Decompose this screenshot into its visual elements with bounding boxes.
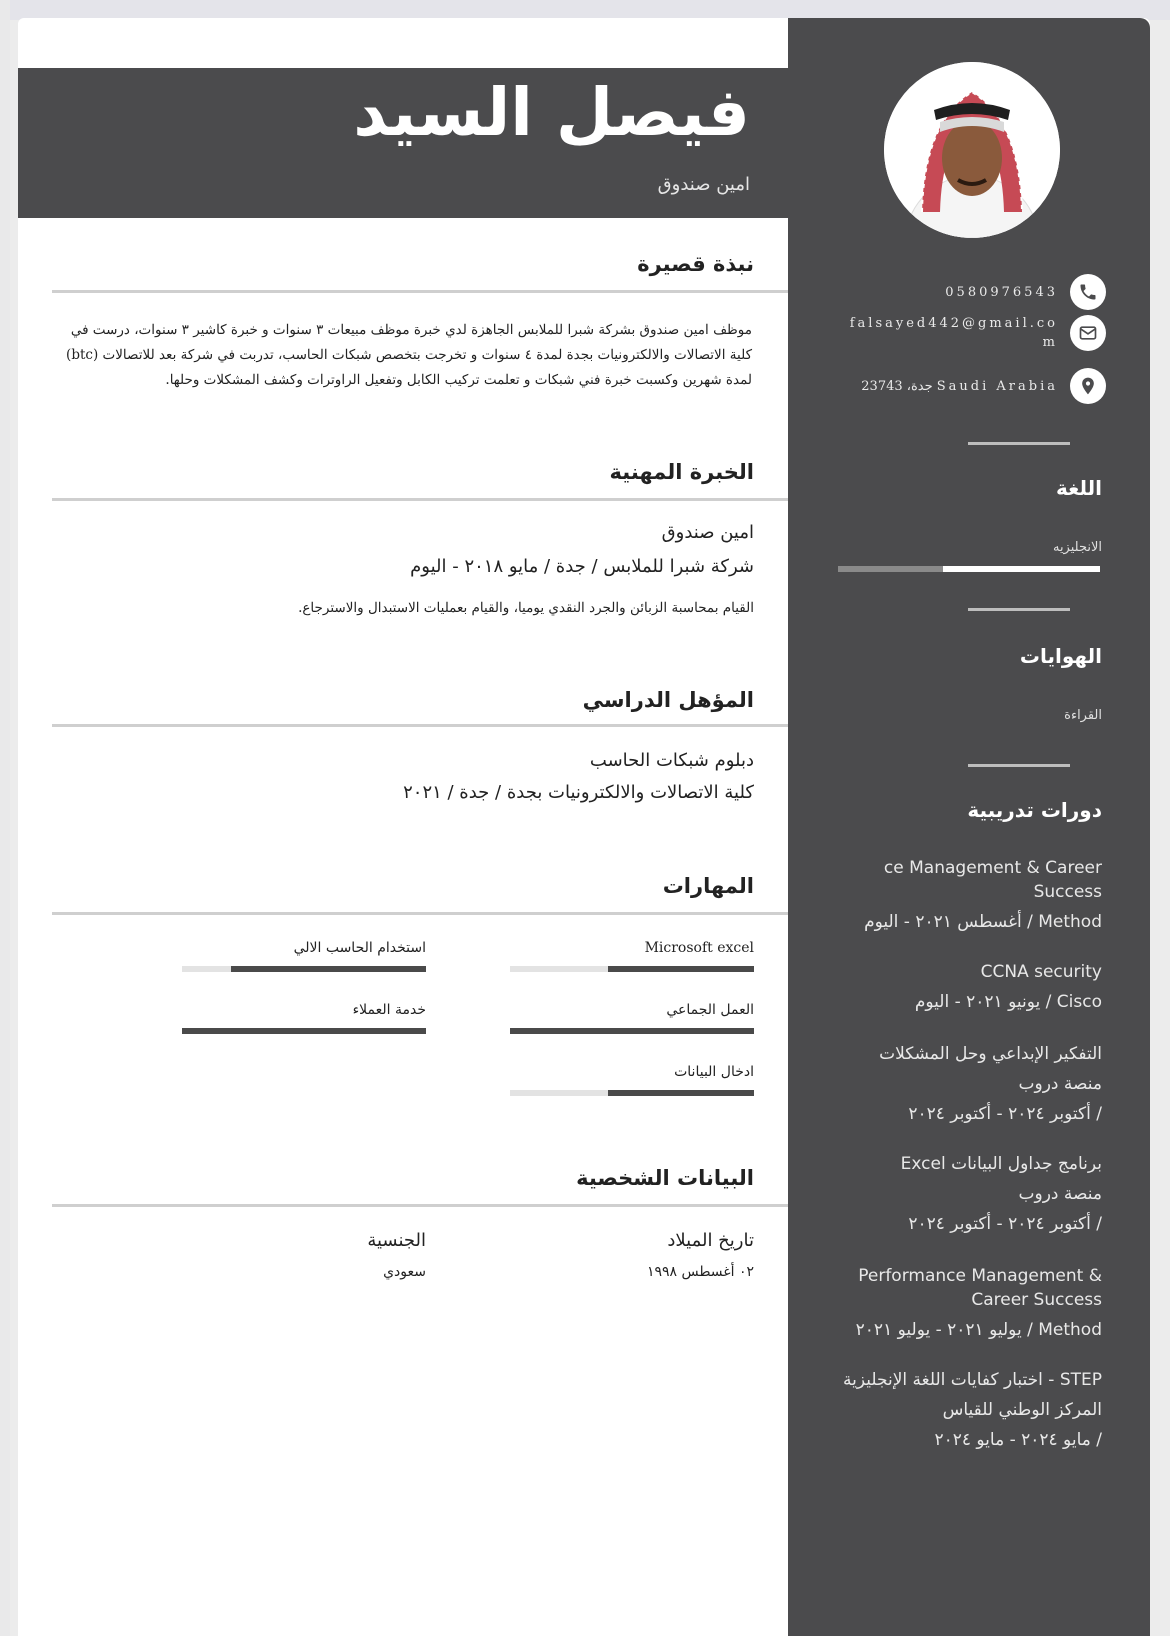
avatar-portrait-icon xyxy=(884,62,1060,238)
skill-bar-fill xyxy=(182,1028,426,1034)
personal-title: البيانات الشخصية xyxy=(576,1166,754,1190)
skill-bar xyxy=(182,1028,426,1034)
skill-bar-fill xyxy=(608,1090,754,1096)
course-item xyxy=(832,856,1102,940)
course-detail: المركز الوطني للقياس xyxy=(942,1400,1102,1420)
section-rule xyxy=(52,498,788,501)
course-name: Performance Management & Career Success xyxy=(858,1266,1102,1310)
course-detail: Method / يوليو ٢٠٢١ - يوليو ٢٠٢١ xyxy=(855,1320,1102,1340)
course-detail: منصة دروب xyxy=(1018,1074,1102,1094)
avatar xyxy=(884,62,1060,238)
experience-description: القيام بمحاسبة الزبائن والجرد النقدي يوميا، والقيام بعمليات الاستبدال والاسترجاع. xyxy=(298,600,754,616)
course-detail: Method / أغسطس ٢٠٢١ - اليوم xyxy=(864,912,1102,932)
course-name: CCNA security xyxy=(980,962,1102,982)
hobbies-title: الهوايات xyxy=(1019,644,1102,668)
skill-label: ادخال البيانات xyxy=(674,1064,754,1080)
contact-email[interactable] xyxy=(848,314,1106,352)
top-strip xyxy=(0,0,1170,20)
course-name: STEP - اختبار كفايات اللغة الإنجليزية xyxy=(843,1370,1102,1390)
location-pin-icon xyxy=(1070,368,1106,404)
sidebar-divider xyxy=(968,442,1070,445)
birth-label: تاريخ الميلاد xyxy=(667,1230,754,1251)
section-rule xyxy=(52,290,788,293)
email-icon xyxy=(1070,315,1106,351)
nationality-value: سعودي xyxy=(383,1264,426,1280)
person-name: فيصل السيد xyxy=(353,74,750,151)
section-rule xyxy=(52,724,788,727)
hobby-item: القراءة xyxy=(1064,708,1102,723)
education-title: المؤهل الدراسي xyxy=(582,688,754,712)
course-item xyxy=(832,1264,1102,1348)
left-edge xyxy=(0,0,10,1636)
sidebar-divider xyxy=(968,764,1070,767)
sidebar xyxy=(788,18,1150,1636)
course-name: ce Management & Career Success xyxy=(883,858,1102,902)
skill-bar xyxy=(510,1090,754,1096)
phone-number: 0580976543 xyxy=(945,284,1058,300)
skill-bar xyxy=(510,966,754,972)
language-level-fill xyxy=(943,566,1100,572)
education-school: كلية الاتصالات والالكترونيات بجدة / جدة / ٢٠٢١ xyxy=(403,782,754,803)
sidebar-divider xyxy=(968,608,1070,611)
experience-company: شركة شبرا للملابس / جدة / مايو ٢٠١٨ - اليوم xyxy=(410,556,754,577)
skill-bar-fill xyxy=(608,966,754,972)
email-address: falsayed442@gmail.com xyxy=(849,316,1058,350)
job-title: امين صندوق xyxy=(657,174,750,195)
course-item xyxy=(832,1042,1102,1132)
skill-label: Microsoft excel xyxy=(644,940,754,956)
course-name: التفكير الإبداعي وحل المشكلات xyxy=(879,1044,1102,1064)
phone-icon xyxy=(1070,274,1106,310)
birth-value: ٠٢ أغسطس ١٩٩٨ xyxy=(646,1264,754,1280)
skill-bar xyxy=(182,966,426,972)
skills-title: المهارات xyxy=(662,874,754,898)
section-rule xyxy=(52,1204,788,1207)
section-rule xyxy=(52,912,788,915)
skill-bar-fill xyxy=(510,1028,754,1034)
course-detail: / أكتوبر ٢٠٢٤ - أكتوبر ٢٠٢٤ xyxy=(908,1214,1102,1234)
education-degree: دبلوم شبكات الحاسب xyxy=(589,750,754,771)
summary-title: نبذة قصيرة xyxy=(637,252,754,276)
address-text: جدة، 23743 Saudi Arabia xyxy=(861,378,1058,394)
name-header xyxy=(18,68,788,218)
course-item xyxy=(832,1152,1102,1242)
experience-title: الخبرة المهنية xyxy=(609,460,754,484)
course-detail: / مايو ٢٠٢٤ - مايو ٢٠٢٤ xyxy=(934,1430,1102,1450)
course-item xyxy=(832,1368,1102,1458)
course-item xyxy=(832,960,1102,1020)
course-detail: منصة دروب xyxy=(1018,1184,1102,1204)
language-title: اللغة xyxy=(1056,476,1102,500)
course-detail: / أكتوبر ٢٠٢٤ - أكتوبر ٢٠٢٤ xyxy=(908,1104,1102,1124)
contact-address xyxy=(848,368,1106,404)
nationality-label: الجنسية xyxy=(367,1230,426,1251)
skill-label: استخدام الحاسب الالي xyxy=(293,940,426,956)
course-detail: Cisco / يونيو ٢٠٢١ - اليوم xyxy=(914,992,1102,1012)
course-name: برنامج جداول البيانات Excel xyxy=(900,1154,1102,1174)
language-item: الانجليزيه xyxy=(1052,540,1102,555)
summary-text: موظف امين صندوق بشركة شبرا للملابس الجاهزة لدي خبرة موظف مبيعات ٣ سنوات و خبرة كاشير ٣ سنوات، درست في كلية الاتصالات والالكترونيات بجدة لمدة ٤ سنوات و تخرجت بتخصص شبكات الحاسب، تدربت في شركة بعد للاتصالات (btc) لمدة شهرين وكسبت خبرة فني شبكات و تعلمت تركيب الكابل وتفعيل الراوترات وكشف المشكلات وحلها. xyxy=(66,322,752,388)
courses-title: دورات تدريبية xyxy=(967,798,1102,822)
skill-bar xyxy=(510,1028,754,1034)
language-level-bar xyxy=(838,566,1100,572)
skill-label: العمل الجماعي xyxy=(666,1002,754,1018)
experience-role: امين صندوق xyxy=(661,522,754,543)
skill-label: خدمة العملاء xyxy=(352,1002,426,1018)
contact-phone[interactable] xyxy=(848,274,1106,310)
skill-bar-fill xyxy=(231,966,426,972)
